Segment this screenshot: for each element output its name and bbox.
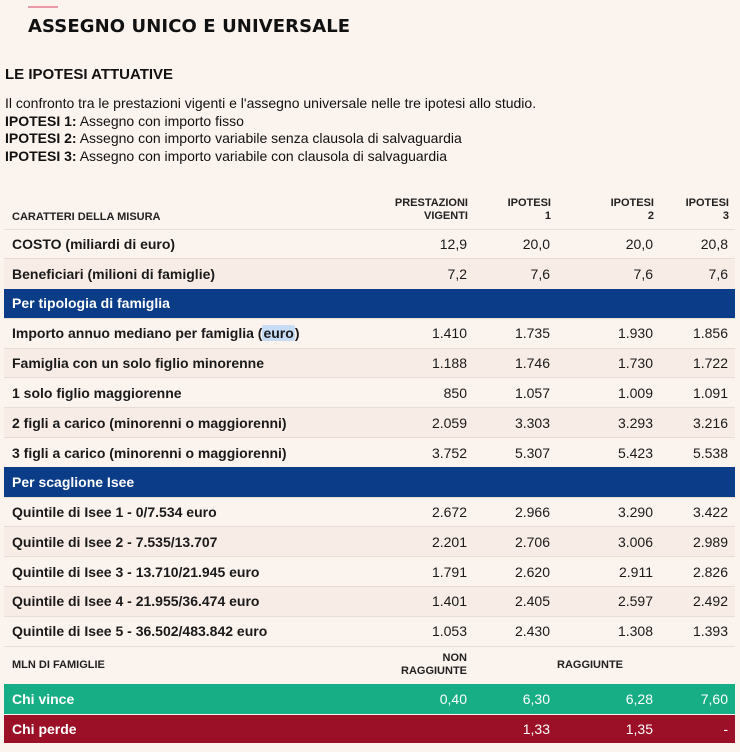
cell-value: 7,6 xyxy=(557,259,660,289)
hypothesis-text: Assegno con importo fisso xyxy=(76,112,244,129)
cell-value: 2.059 xyxy=(374,408,474,438)
table-row-cost xyxy=(4,229,735,259)
comparison-table xyxy=(4,186,735,743)
cell-value: 2.706 xyxy=(474,527,557,557)
row-label: Quintile di Isee 3 - 13.710/21.945 euro xyxy=(4,557,374,587)
row-label: Chi vince xyxy=(4,684,374,714)
cell-value: 1,35 xyxy=(557,714,660,743)
hypothesis-3 xyxy=(5,148,536,166)
cell-value: 1.730 xyxy=(557,348,660,378)
cell-value: 2.430 xyxy=(474,616,557,646)
cell-value: 3.290 xyxy=(557,497,660,527)
row-label: 2 figli a carico (minorenni o maggiorenni) xyxy=(4,408,374,438)
empty-cell xyxy=(474,646,557,684)
table-row xyxy=(4,438,735,468)
cell-value: 7,6 xyxy=(474,259,557,289)
table-header-row xyxy=(4,186,735,229)
cell-value: 20,8 xyxy=(660,229,735,259)
cell-value: 1.308 xyxy=(557,616,660,646)
cell-value: 5.307 xyxy=(474,438,557,468)
cell-value: 3.293 xyxy=(557,408,660,438)
empty-cell xyxy=(660,646,735,684)
row-label: Chi perde xyxy=(4,714,374,743)
row-label: 1 solo figlio maggiorenne xyxy=(4,378,374,408)
cell-value: 1,33 xyxy=(474,714,557,743)
section-title: Per scaglione Isee xyxy=(4,467,735,497)
row-label: Famiglia con un solo figlio minorenne xyxy=(4,348,374,378)
page-title: ASSEGNO UNICO E UNIVERSALE xyxy=(28,16,351,37)
hypothesis-text: Assegno con importo variabile con clausola di salvaguardia xyxy=(76,147,448,164)
row-label: Quintile di Isee 4 - 21.955/36.474 euro xyxy=(4,587,374,617)
cell-value: 1.410 xyxy=(374,318,474,348)
cell-value: 6,28 xyxy=(557,684,660,714)
cell-value: 2.620 xyxy=(474,557,557,587)
cell-value: 5.423 xyxy=(557,438,660,468)
hypothesis-label: IPOTESI 3: xyxy=(5,147,77,164)
column-header-ipotesi-1: IPOTESI 1 xyxy=(507,196,551,222)
not-reached-label: NON RAGGIUNTE xyxy=(374,646,474,684)
row-label: Quintile di Isee 5 - 36.502/483.842 euro xyxy=(4,616,374,646)
cell-value: 3.752 xyxy=(374,438,474,468)
hypothesis-2 xyxy=(5,130,536,148)
section-title: Per tipologia di famiglia xyxy=(4,289,735,319)
cell-value: 2.405 xyxy=(474,587,557,617)
description xyxy=(5,95,536,165)
column-header-ipotesi-2: IPOTESI 2 xyxy=(610,196,654,222)
table-row xyxy=(4,497,735,527)
cell-value: 1.393 xyxy=(660,616,735,646)
row-label: 3 figli a carico (minorenni o maggiorenni) xyxy=(4,438,374,468)
section-header-family-type xyxy=(4,289,735,319)
cell-value: 2.911 xyxy=(557,557,660,587)
table-row xyxy=(4,318,735,348)
cell-value: 1.856 xyxy=(660,318,735,348)
cell-value: 1.722 xyxy=(660,348,735,378)
cell-value: 2.597 xyxy=(557,587,660,617)
row-label: Quintile di Isee 2 - 7.535/13.707 xyxy=(4,527,374,557)
hypothesis-1 xyxy=(5,113,536,131)
cell-value: 0,40 xyxy=(374,684,474,714)
column-header-current: PRESTAZIONI VIGENTI xyxy=(394,196,468,222)
column-header-ipotesi-3: IPOTESI 3 xyxy=(685,196,729,222)
cell-value: 1.401 xyxy=(374,587,474,617)
row-label: Beneficiari (milioni di famiglie) xyxy=(4,259,374,289)
title-accent-line xyxy=(28,6,58,8)
cell-value: 1.057 xyxy=(474,378,557,408)
cell-value: 1.053 xyxy=(374,616,474,646)
cell-value: 5.538 xyxy=(660,438,735,468)
winners-row xyxy=(4,684,735,714)
table-row xyxy=(4,527,735,557)
cell-value: 1.188 xyxy=(374,348,474,378)
hypothesis-label: IPOTESI 1: xyxy=(5,112,77,129)
cell-value: 2.672 xyxy=(374,497,474,527)
table-row-beneficiaries xyxy=(4,259,735,289)
cell-value: 2.201 xyxy=(374,527,474,557)
families-header-row xyxy=(4,646,735,684)
cell-value: 1.009 xyxy=(557,378,660,408)
cell-value: 3.422 xyxy=(660,497,735,527)
selected-text-highlight[interactable]: euro xyxy=(263,325,294,342)
cell-value: 2.826 xyxy=(660,557,735,587)
cell-value: 1.091 xyxy=(660,378,735,408)
row-label: COSTO (miliardi di euro) xyxy=(4,229,374,259)
table-row xyxy=(4,378,735,408)
cell-value: 2.492 xyxy=(660,587,735,617)
cell-value: 1.930 xyxy=(557,318,660,348)
hypothesis-label: IPOTESI 2: xyxy=(5,130,77,146)
cell-value: 7,2 xyxy=(374,259,474,289)
section-subtitle: LE IPOTESI ATTUATIVE xyxy=(5,66,174,83)
table-row xyxy=(4,557,735,587)
cell-value: 20,0 xyxy=(557,229,660,259)
cell-value: 1.791 xyxy=(374,557,474,587)
cell-value: 20,0 xyxy=(474,229,557,259)
losers-row xyxy=(4,714,735,743)
row-label: Importo annuo mediano per famiglia (euro) xyxy=(4,318,374,348)
table-row xyxy=(4,348,735,378)
cell-value: 2.966 xyxy=(474,497,557,527)
row-label: Quintile di Isee 1 - 0/7.534 euro xyxy=(4,497,374,527)
cell-value: 7,6 xyxy=(660,259,735,289)
cell-value: 2.989 xyxy=(660,527,735,557)
table-row xyxy=(4,587,735,617)
cell-value: 7,60 xyxy=(660,684,735,714)
cell-value: 1.746 xyxy=(474,348,557,378)
column-header-measure: CARATTERI DELLA MISURA xyxy=(12,210,161,223)
cell-value: 3.216 xyxy=(660,408,735,438)
cell-value: 12,9 xyxy=(374,229,474,259)
cell-value: 3.303 xyxy=(474,408,557,438)
reached-label: RAGGIUNTE xyxy=(557,646,660,684)
hypothesis-text: Assegno con importo variabile senza clausola di salvaguardia xyxy=(76,130,462,146)
cell-value: - xyxy=(660,714,735,743)
cell-value: 6,30 xyxy=(474,684,557,714)
cell-value: 3.006 xyxy=(557,527,660,557)
table-row xyxy=(4,616,735,646)
table-row xyxy=(4,408,735,438)
section-header-isee xyxy=(4,467,735,497)
cell-value: 1.735 xyxy=(474,318,557,348)
cell-value xyxy=(374,714,474,743)
families-label: MLN DI FAMIGLIE xyxy=(4,646,374,684)
cell-value: 850 xyxy=(374,378,474,408)
intro-text: Il confronto tra le prestazioni vigenti e l'assegno universale nelle tre ipotesi allo studio. xyxy=(5,95,537,111)
